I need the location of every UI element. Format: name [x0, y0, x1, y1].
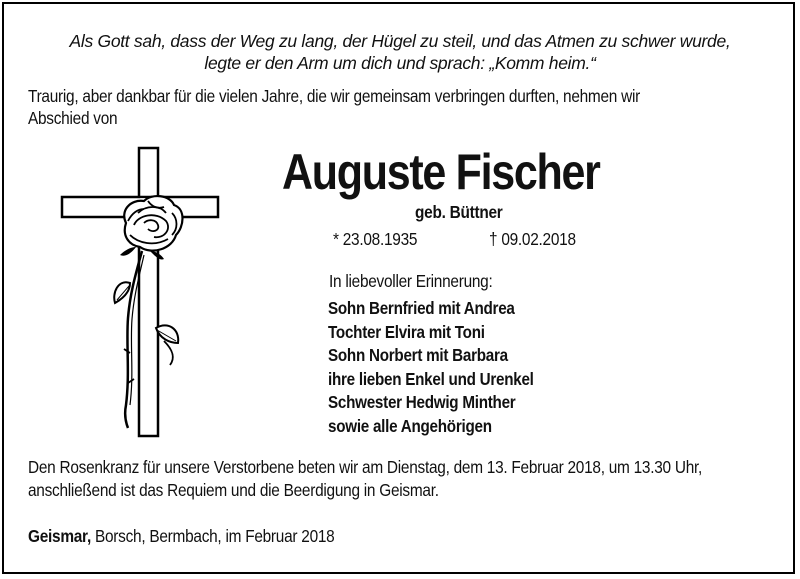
poem-line-2: legte er den Arm um dich und sprach: „Komm heim.“: [204, 53, 596, 73]
poem-line-1: Als Gott sah, dass der Weg zu lang, der Hügel zu steil, und das Atmen zu schwer wurde,: [69, 31, 731, 51]
signoff: [28, 525, 334, 547]
signoff-rest: Borsch, Bermbach, im Februar 2018: [90, 526, 335, 546]
list-item: sowie alle Angehörigen: [328, 415, 492, 436]
list-item: Schwester Hedwig Minther: [328, 392, 516, 412]
signoff-place: Geismar,: [28, 526, 91, 546]
death-date: † 09.02.2018: [489, 229, 576, 249]
intro-line-2: Abschied von: [28, 108, 118, 128]
list-item: Tochter Elvira mit Toni: [328, 321, 485, 342]
family-list: [328, 297, 534, 438]
deceased-name: Auguste Fischer: [282, 144, 600, 200]
birth-date: * 23.08.1935: [333, 229, 418, 249]
list-item: Sohn Norbert mit Barbara: [328, 345, 508, 365]
list-item: Sohn Bernfried mit Andrea: [328, 298, 515, 318]
memory-heading: In liebevoller Erinnerung:: [329, 271, 493, 291]
service-line-2: anschließend ist das Requiem und die Beerdigung in Geismar.: [28, 480, 439, 500]
maiden-name: geb. Büttner: [415, 202, 503, 222]
cross-with-rose-icon: [60, 143, 220, 443]
list-item: ihre lieben Enkel und Urenkel: [328, 368, 534, 389]
service-line-1: Den Rosenkranz für unsere Verstorbene beten wir am Dienstag, dem 13. Februar 2018, um 13.30 Uhr,: [28, 457, 703, 477]
intro-line-1: Traurig, aber dankbar für die vielen Jahre, die wir gemeinsam verbringen durften, nehmen wir: [28, 86, 640, 106]
